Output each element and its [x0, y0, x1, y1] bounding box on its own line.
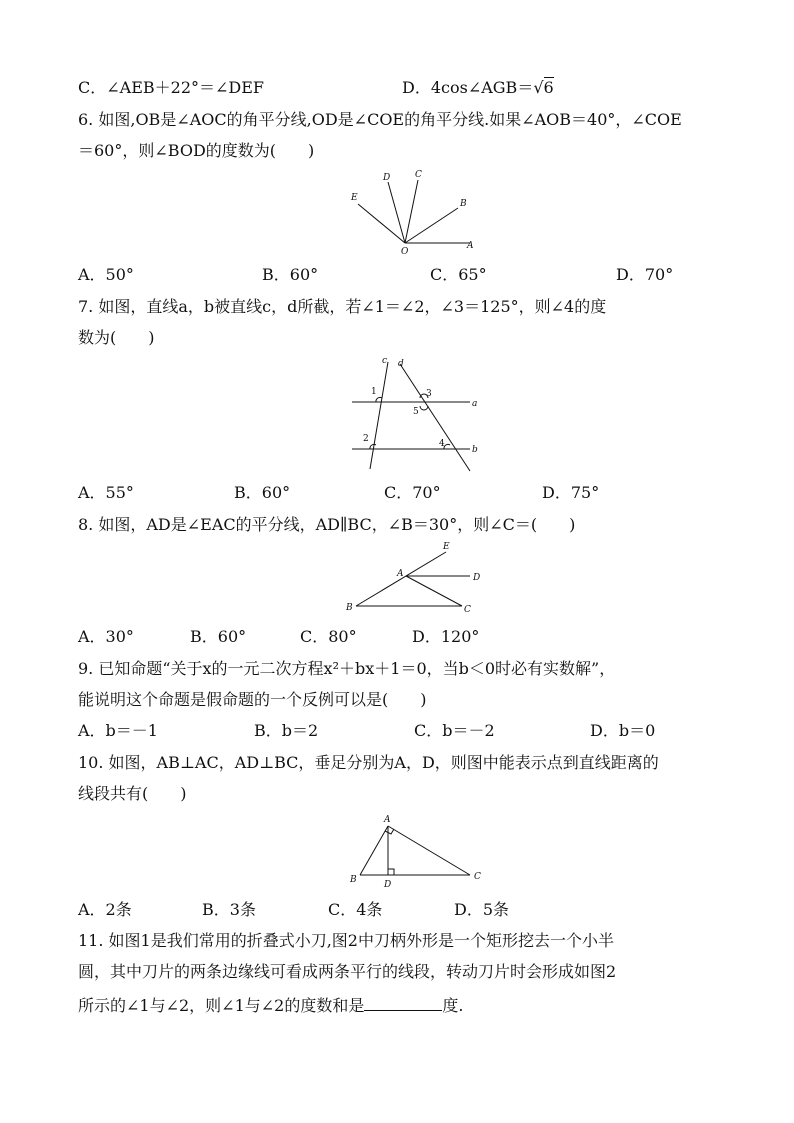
segment-ac — [388, 826, 470, 875]
q6-stem-line1: 6. 如图,OB是∠AOC的角平分线,OD是∠COE的角平分线.如果∠AOB＝40°，∠COE — [78, 110, 682, 129]
q5-option-d — [402, 78, 554, 98]
label-4: 4 — [439, 439, 445, 449]
q9-stem-line2: 能说明这个命题是假命题的一个反例可以是( ) — [78, 690, 427, 709]
q8-option-c: C．80° — [300, 627, 357, 646]
q10-option-b: B．3条 — [202, 900, 256, 919]
label-1: 1 — [371, 387, 377, 397]
q6-figure — [340, 168, 490, 258]
right-angle-d-mark — [388, 869, 394, 875]
q7-stem-line1: 7. 如图，直线a，b被直线c，d所截，若∠1＝∠2，∠3＝125°，则∠4的度 — [78, 297, 607, 316]
segment-ab — [360, 826, 388, 875]
label-d: D — [473, 573, 481, 583]
q6-option-d: D．70° — [616, 265, 674, 284]
angle-4-arc — [444, 444, 450, 449]
label-d: D — [383, 173, 391, 183]
q9-option-a: A．b＝－1 — [78, 721, 158, 740]
q5-option-c: C．∠AEB＋22°＝∠DEF — [78, 78, 265, 97]
q10-stem-line2: 线段共有( ) — [78, 784, 187, 803]
q11-stem-line3 — [78, 994, 463, 1016]
q5-radical-sign: √ — [533, 78, 544, 97]
q9-option-d: D．b＝0 — [590, 721, 656, 740]
q9-option-b: B．b＝2 — [254, 721, 319, 740]
q8-option-b: B．60° — [190, 627, 247, 646]
label-a: A — [397, 569, 404, 579]
q9-option-c: C．b＝－2 — [414, 721, 495, 740]
q10-figure — [342, 812, 492, 892]
q8-option-a: A．30° — [78, 627, 134, 646]
ray-oe — [358, 204, 405, 243]
label-b: B — [346, 603, 353, 613]
label-o: O — [401, 247, 409, 257]
q7-option-d: D．75° — [542, 483, 600, 502]
label-2: 2 — [363, 434, 369, 444]
answer-blank[interactable] — [364, 994, 442, 1011]
q6-option-c: C．65° — [430, 265, 487, 284]
q7-figure — [346, 354, 486, 474]
label-a: A — [467, 241, 474, 251]
q8-figure — [342, 540, 492, 615]
q7-option-a: A．55° — [78, 483, 134, 502]
label-c: c — [382, 356, 388, 366]
label-a: A — [384, 815, 391, 825]
q5-radicand: 6 — [543, 78, 554, 97]
label-d: d — [398, 359, 404, 369]
q11-line3-prefix: 所示的∠1与∠2，则∠1与∠2的度数和是 — [78, 996, 365, 1015]
q11-stem-line1: 11. 如图1是我们常用的折叠式小刀,图2中刀柄外形是一个矩形挖去一个小半 — [78, 931, 614, 950]
label-b: b — [472, 445, 478, 455]
label-c: C — [464, 605, 471, 615]
label-c: C — [474, 872, 481, 882]
q8-option-d: D．120° — [412, 627, 480, 646]
q7-option-b: B．60° — [234, 483, 291, 502]
label-b: B — [350, 875, 357, 885]
label-3: 3 — [426, 389, 432, 399]
q10-stem-line1: 10. 如图，AB⊥AC，AD⊥BC，垂足分别为A，D，则图中能表示点到直线距离的 — [78, 753, 659, 772]
label-d: D — [384, 880, 392, 890]
q6-option-a: A．50° — [78, 265, 134, 284]
line-c — [370, 362, 388, 469]
label-a: a — [472, 399, 478, 409]
label-e: E — [351, 193, 358, 203]
q8-stem-line1: 8. 如图，AD是∠EAC的平分线，AD∥BC，∠B＝30°，则∠C＝( ) — [78, 515, 576, 534]
label-5: 5 — [413, 407, 419, 417]
q10-option-c: C．4条 — [328, 900, 383, 919]
q10-option-a: A．2条 — [78, 900, 132, 919]
q5-option-d-text: D．4cos∠AGB＝ — [402, 78, 534, 97]
segment-ac — [406, 576, 462, 606]
q7-option-c: C．70° — [384, 483, 441, 502]
label-e: E — [443, 542, 450, 552]
q10-option-d: D．5条 — [454, 900, 510, 919]
q6-stem-line2: ＝60°，则∠BOD的度数为( ) — [78, 141, 315, 160]
q11-line3-suffix: 度. — [442, 996, 464, 1015]
line-d — [400, 364, 470, 471]
q6-option-b: B．60° — [262, 265, 319, 284]
ray-ob — [405, 208, 458, 243]
q9-stem-line1: 9. 已知命题“关于x的一元二次方程x²＋bx＋1＝0，当b＜0时必有实数解”， — [78, 659, 616, 678]
ray-od — [388, 182, 405, 243]
line-be — [356, 552, 446, 606]
angle-5-arc — [420, 406, 428, 410]
q11-stem-line2: 圆，其中刀片的两条边缘线可看成两条平行的线段，转动刀片时会形成如图2 — [78, 962, 617, 981]
label-b: B — [460, 199, 467, 209]
label-c: C — [415, 170, 422, 180]
ray-oc — [405, 180, 418, 243]
q7-stem-line2: 数为( ) — [78, 328, 155, 347]
